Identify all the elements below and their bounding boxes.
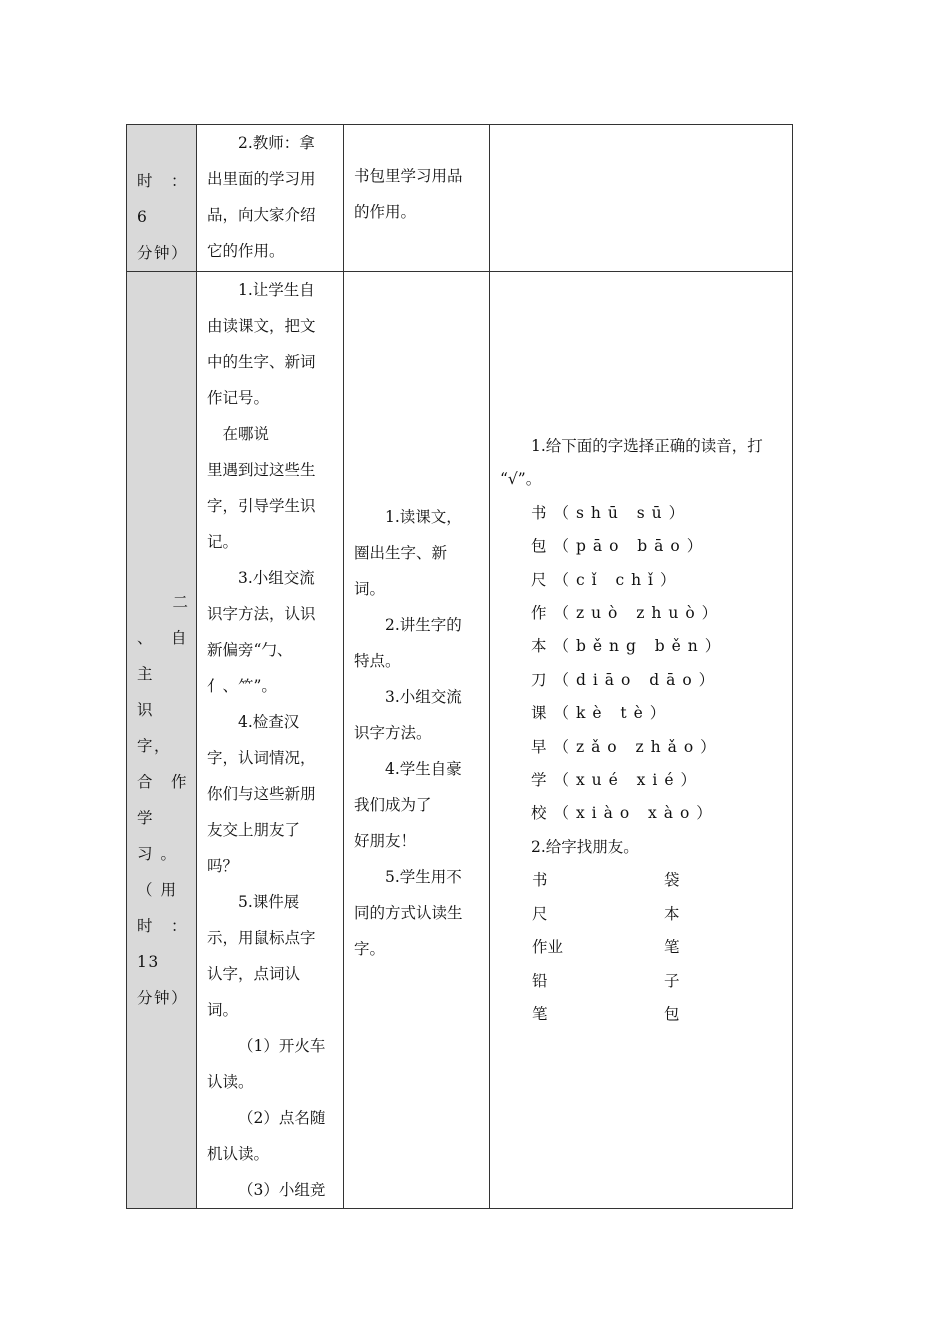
- student-line: 4.学生自豪: [385, 760, 462, 778]
- student-line: 的作用。: [354, 203, 417, 221]
- pinyin-choice: 学（xué xié）: [531, 771, 703, 790]
- word-pair: [532, 898, 784, 931]
- teacher-line: 示，用鼠标点字: [207, 929, 316, 947]
- student-line: 同的方式认读生: [354, 904, 463, 922]
- teacher-activity-cell: [197, 125, 344, 272]
- exercise-question-2: 2.给字找朋友。: [531, 837, 639, 856]
- teacher-line: 吗？: [207, 857, 239, 875]
- stage-line: 时 ： 6: [137, 172, 188, 226]
- student-line: 5.学生用不: [385, 868, 462, 886]
- student-line: 3.小组交流: [385, 688, 462, 706]
- teacher-line: 1.让学生自: [238, 281, 315, 299]
- teacher-line: 里遇到过这些生: [207, 461, 316, 479]
- teacher-line: 在哪说: [222, 425, 270, 443]
- teacher-line: 出里面的学习用: [207, 170, 316, 188]
- teacher-line: 新偏旁“勹、: [207, 641, 293, 659]
- word-pair: [532, 998, 784, 1031]
- student-line: 圈出生字、新: [354, 544, 448, 562]
- teacher-line: （2）点名随: [238, 1109, 326, 1127]
- pinyin-choice: 课（kè tè）: [531, 704, 673, 723]
- word-right: 笔: [664, 938, 680, 957]
- exercise-cell: [490, 272, 793, 1209]
- student-line: 好朋友！: [354, 832, 417, 850]
- teacher-line: （1）开火车: [238, 1037, 326, 1055]
- teacher-line: 认读。: [207, 1073, 254, 1091]
- pinyin-choice: 早（zǎo zhǎo）: [531, 737, 723, 756]
- stage-line: 分钟）: [137, 244, 189, 262]
- student-line: 2.讲生字的: [385, 616, 462, 634]
- pinyin-choice: 刀（diāo dāo）: [531, 670, 722, 689]
- pinyin-choice: 校（xiào xào）: [531, 804, 719, 823]
- stage-line: 二: [172, 593, 188, 611]
- table-row: [127, 272, 793, 1209]
- stage-cell: [127, 272, 197, 1209]
- exercise-cell: [490, 125, 793, 272]
- student-activity-cell: [344, 125, 490, 272]
- teacher-line: 由读课文，把文: [207, 317, 316, 335]
- teacher-activity-cell: [197, 272, 344, 1209]
- word-right: 子: [664, 971, 680, 990]
- teacher-line: （3）小组竞: [238, 1181, 326, 1199]
- teacher-line: 记。: [207, 533, 239, 551]
- teacher-line: 亻、⺮”。: [207, 677, 277, 695]
- pinyin-choice: 包（pāo bāo）: [531, 537, 710, 556]
- teacher-line: 识字方法，认识: [207, 605, 316, 623]
- word-left: 书: [532, 871, 548, 890]
- word-pair: [532, 931, 784, 964]
- word-pair: [532, 864, 784, 897]
- teacher-line: 中的生字、新词: [207, 353, 316, 371]
- word-right: 包: [664, 1004, 680, 1023]
- teacher-line: 字，引导学生识: [207, 497, 316, 515]
- teacher-line: 认字，点词认: [207, 965, 301, 983]
- teacher-line: 品，向大家介绍: [207, 206, 316, 224]
- student-line: 特点。: [354, 652, 401, 670]
- stage-line: （ 用: [137, 881, 178, 899]
- teacher-line: 作记号。: [207, 389, 270, 407]
- student-line: 词。: [354, 580, 386, 598]
- student-line: 字。: [354, 940, 386, 958]
- stage-line: 习 。: [137, 845, 178, 863]
- stage-line: 时：13: [137, 917, 188, 971]
- stage-line: 、自主: [137, 629, 188, 683]
- word-left: 尺: [532, 904, 548, 923]
- exercise-question-1: 1.给下面的字选择正确的读音，打: [531, 437, 763, 455]
- teacher-line: 友交上朋友了: [207, 821, 301, 839]
- student-activity-cell: [344, 272, 490, 1209]
- teacher-line: 你们与这些新朋: [207, 785, 316, 803]
- teacher-line: 词。: [207, 1001, 239, 1019]
- pinyin-choice: 书（shū sū）: [531, 503, 692, 522]
- word-left: 作业: [532, 938, 564, 957]
- word-right: 本: [664, 904, 680, 923]
- word-left: 铅: [532, 971, 548, 990]
- word-left: 笔: [532, 1004, 548, 1023]
- word-right: 袋: [664, 871, 680, 890]
- lesson-plan-table: [126, 124, 793, 1209]
- exercise-question-1-cont: “√”。: [500, 470, 542, 489]
- student-line: 我们成为了: [354, 796, 432, 814]
- teacher-line: 4.检查汉: [238, 713, 300, 731]
- teacher-line: 5.课件展: [238, 893, 300, 911]
- student-line: 书包里学习用品: [354, 167, 463, 185]
- teacher-line: 3.小组交流: [238, 569, 315, 587]
- teacher-line: 机认读。: [207, 1145, 270, 1163]
- teacher-line: 字，认词情况，: [207, 749, 316, 767]
- stage-line: 分钟）: [137, 989, 189, 1007]
- stage-line: 合作学: [137, 773, 188, 827]
- teacher-line: 2.教师：拿: [238, 134, 315, 152]
- teacher-line: 它的作用。: [207, 242, 285, 260]
- stage-line: 识字，: [137, 701, 172, 755]
- student-line: 识字方法。: [354, 724, 432, 742]
- stage-cell: [127, 125, 197, 272]
- pinyin-choice: 尺（cǐ chǐ）: [531, 570, 683, 589]
- table-row: [127, 125, 793, 272]
- pinyin-choice: 作（zuò zhuò）: [531, 604, 725, 623]
- student-line: 1.读课文，: [385, 508, 462, 526]
- pinyin-choice: 本（běng běn）: [531, 637, 728, 656]
- word-pair: [532, 965, 784, 998]
